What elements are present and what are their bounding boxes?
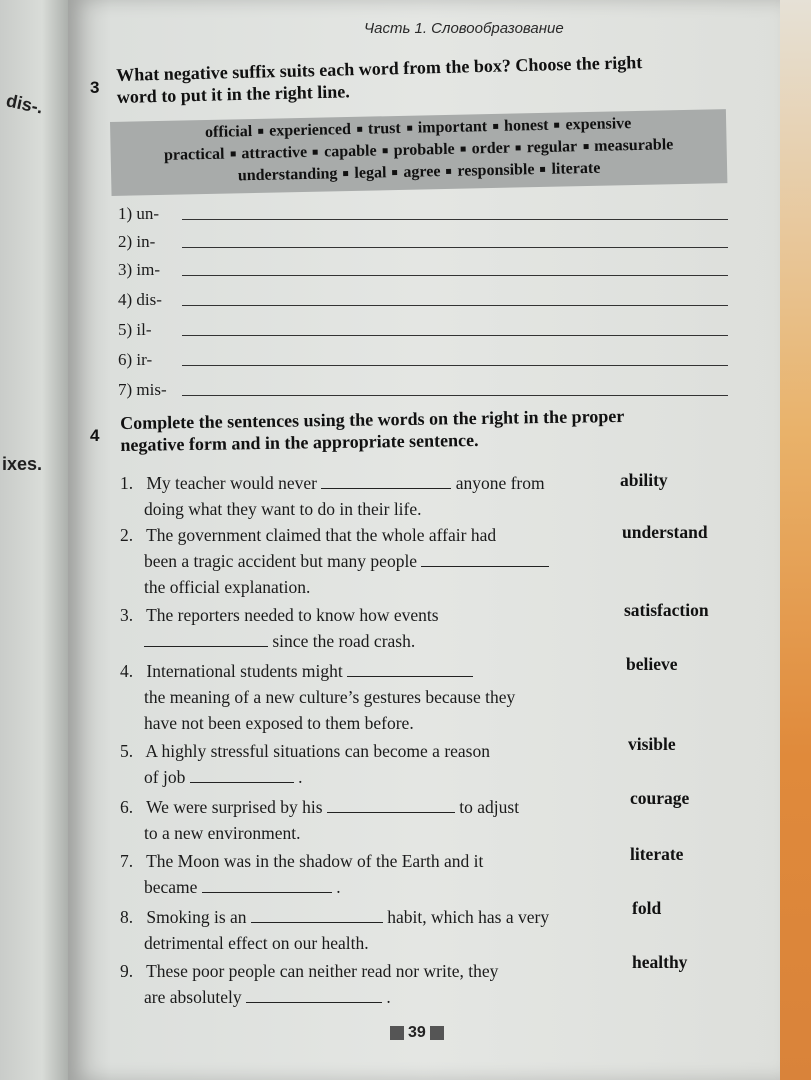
sentence-text: since the road crash. bbox=[272, 631, 416, 651]
answer-line[interactable] bbox=[182, 218, 728, 220]
bullet-separator bbox=[540, 167, 545, 172]
prefix-label: 1) un- bbox=[118, 204, 160, 223]
exercise-4-title bbox=[120, 405, 625, 456]
next-page-edge bbox=[777, 0, 811, 1080]
exercise-4-number: 4 bbox=[90, 426, 100, 445]
sentence-text: habit, which has a very bbox=[387, 907, 550, 927]
prefix-label: 3) im- bbox=[118, 260, 161, 279]
prefix-line bbox=[118, 350, 728, 370]
sentence-text: detrimental effect on our health. bbox=[144, 933, 369, 953]
sentence-text: . bbox=[298, 767, 303, 787]
sentence-text: have not been exposed to them before. bbox=[144, 713, 414, 733]
page-number-text: 39 bbox=[408, 1024, 426, 1041]
sentence-text: The Moon was in the shadow of the Earth and it bbox=[146, 851, 484, 871]
sentence bbox=[120, 522, 549, 600]
answer-blank[interactable] bbox=[251, 906, 383, 923]
exercise-4-title-line: Complete the sentences using the words on the right in the proper bbox=[120, 405, 625, 433]
prefix-label: 4) dis- bbox=[118, 290, 162, 309]
word-box bbox=[110, 109, 727, 196]
box-word: honest bbox=[503, 116, 549, 135]
exercise-4-title-line: negative form and in the appropriate sentence. bbox=[120, 429, 479, 455]
sentence-text: been a tragic accident but many people bbox=[144, 551, 418, 571]
box-word: experienced bbox=[268, 120, 352, 140]
sentence-number: 6. bbox=[120, 797, 134, 817]
box-word: responsible bbox=[457, 161, 535, 180]
sentence bbox=[120, 470, 545, 522]
sentence-text: to adjust bbox=[459, 797, 520, 817]
answer-blank[interactable] bbox=[321, 472, 451, 489]
exercise-3-title bbox=[116, 51, 643, 108]
box-word: literate bbox=[551, 159, 601, 178]
word-satisfaction: satisfaction bbox=[624, 600, 709, 620]
left-page-fragment: dis-. bbox=[4, 90, 45, 118]
bullet-separator bbox=[516, 145, 521, 150]
sentence-text: doing what they want to do in their life. bbox=[144, 499, 422, 519]
sentence bbox=[120, 794, 519, 846]
exercise-3-title-line: word to put it in the right line. bbox=[116, 81, 350, 107]
bullet-separator bbox=[392, 170, 397, 175]
bullet-separator bbox=[343, 171, 348, 176]
answer-blank[interactable] bbox=[421, 550, 549, 567]
sentence-text: A highly stressful situations can become a reason bbox=[145, 741, 490, 761]
sentence-text: The reporters needed to know how events bbox=[146, 605, 439, 625]
sentence-text: My teacher would never bbox=[146, 473, 317, 493]
answer-line[interactable] bbox=[182, 246, 728, 248]
word-understand: understand bbox=[622, 522, 708, 542]
sentence-number: 3. bbox=[120, 605, 134, 625]
box-word: understanding bbox=[237, 165, 338, 185]
sentence-number: 1. bbox=[120, 473, 134, 493]
answer-line[interactable] bbox=[182, 364, 728, 366]
prefix-line bbox=[118, 290, 728, 310]
box-word: attractive bbox=[241, 143, 308, 163]
sentence-text: to a new environment. bbox=[144, 823, 301, 843]
sentence-text: the meaning of a new culture’s gestures because they bbox=[144, 687, 516, 707]
sentence-number: 5. bbox=[120, 741, 134, 761]
answer-line[interactable] bbox=[182, 334, 728, 336]
page-number bbox=[390, 1024, 444, 1042]
sentence bbox=[120, 658, 515, 736]
running-head: Часть 1. Словообразование bbox=[364, 20, 564, 37]
bullet-separator bbox=[258, 129, 263, 134]
prefix-line bbox=[118, 320, 728, 340]
prefix-line bbox=[118, 380, 728, 400]
sentence-number: 8. bbox=[120, 907, 134, 927]
bullet-separator bbox=[493, 124, 498, 129]
sentence bbox=[120, 738, 490, 790]
exercise-3-title-line: What negative suffix suits each word from the box? Choose the right bbox=[116, 52, 643, 85]
sentence-number: 7. bbox=[120, 851, 134, 871]
prefix-line bbox=[118, 260, 728, 280]
sentence-text: the official explanation. bbox=[144, 577, 311, 597]
textbook-page bbox=[68, 0, 780, 1080]
prefix-label: 2) in- bbox=[118, 232, 156, 251]
bullet-separator bbox=[313, 149, 318, 154]
answer-blank[interactable] bbox=[327, 796, 455, 813]
sentence bbox=[120, 602, 439, 654]
bullet-separator bbox=[583, 144, 588, 149]
prefix-line bbox=[118, 232, 728, 252]
bullet-separator bbox=[230, 151, 235, 156]
sentence bbox=[120, 848, 483, 900]
box-word: official bbox=[204, 123, 253, 142]
sentence-text: The government claimed that the whole affair had bbox=[146, 525, 497, 545]
sentence-text: These poor people can neither read nor write, they bbox=[146, 961, 499, 981]
sentence-text: Smoking is an bbox=[146, 907, 247, 927]
box-word: legal bbox=[354, 164, 387, 182]
word-fold: fold bbox=[632, 898, 662, 918]
box-word: expensive bbox=[565, 115, 632, 134]
left-page-fragment: ixes. bbox=[2, 454, 43, 474]
box-word: probable bbox=[393, 140, 455, 160]
bullet-separator bbox=[357, 127, 362, 132]
answer-blank[interactable] bbox=[202, 876, 332, 893]
page-number-marker bbox=[430, 1026, 444, 1040]
bullet-separator bbox=[461, 146, 466, 151]
box-word: important bbox=[417, 118, 488, 137]
bullet-separator bbox=[383, 148, 388, 153]
box-word: practical bbox=[163, 145, 225, 164]
answer-line[interactable] bbox=[182, 274, 728, 276]
sentence-number: 4. bbox=[120, 661, 134, 681]
sentence-text: anyone from bbox=[455, 473, 545, 493]
answer-blank[interactable] bbox=[144, 630, 268, 647]
prefix-label: 7) mis- bbox=[118, 380, 167, 399]
sentence-text: . bbox=[386, 987, 391, 1007]
sentence-text: We were surprised by his bbox=[146, 797, 323, 817]
prefix-label: 6) ir- bbox=[118, 350, 153, 369]
sentence-number: 2. bbox=[120, 525, 134, 545]
sentence-text: International students might bbox=[146, 661, 343, 681]
answer-line[interactable] bbox=[182, 394, 728, 396]
word-visible: visible bbox=[628, 734, 676, 754]
bullet-separator bbox=[446, 169, 451, 174]
prefix-line bbox=[118, 204, 728, 224]
word-ability: ability bbox=[620, 470, 668, 490]
left-page-edge bbox=[0, 0, 70, 1080]
answer-line[interactable] bbox=[182, 304, 728, 306]
box-word: regular bbox=[526, 138, 578, 157]
box-word: agree bbox=[403, 163, 441, 181]
prefix-label: 5) il- bbox=[118, 320, 152, 339]
bullet-separator bbox=[407, 126, 412, 131]
word-healthy: healthy bbox=[632, 952, 688, 972]
sentence-text: . bbox=[336, 877, 341, 897]
answer-blank[interactable] bbox=[190, 766, 294, 783]
box-word: trust bbox=[367, 119, 401, 138]
word-courage: courage bbox=[630, 788, 690, 808]
sentence bbox=[120, 904, 549, 956]
bullet-separator bbox=[554, 122, 559, 127]
answer-blank[interactable] bbox=[246, 986, 382, 1003]
box-word: capable bbox=[323, 142, 377, 161]
sentence bbox=[120, 958, 498, 1010]
word-literate: literate bbox=[630, 844, 684, 864]
box-word: measurable bbox=[594, 136, 674, 155]
exercise-3-number: 3 bbox=[90, 78, 100, 97]
box-word: order bbox=[471, 139, 511, 158]
sentence-text: are absolutely bbox=[144, 987, 242, 1007]
sentence-text: became bbox=[144, 877, 198, 897]
answer-blank[interactable] bbox=[347, 660, 473, 677]
sentence-text: of job bbox=[144, 767, 186, 787]
page-number-marker bbox=[390, 1026, 404, 1040]
word-believe: believe bbox=[626, 654, 678, 674]
sentence-number: 9. bbox=[120, 961, 134, 981]
